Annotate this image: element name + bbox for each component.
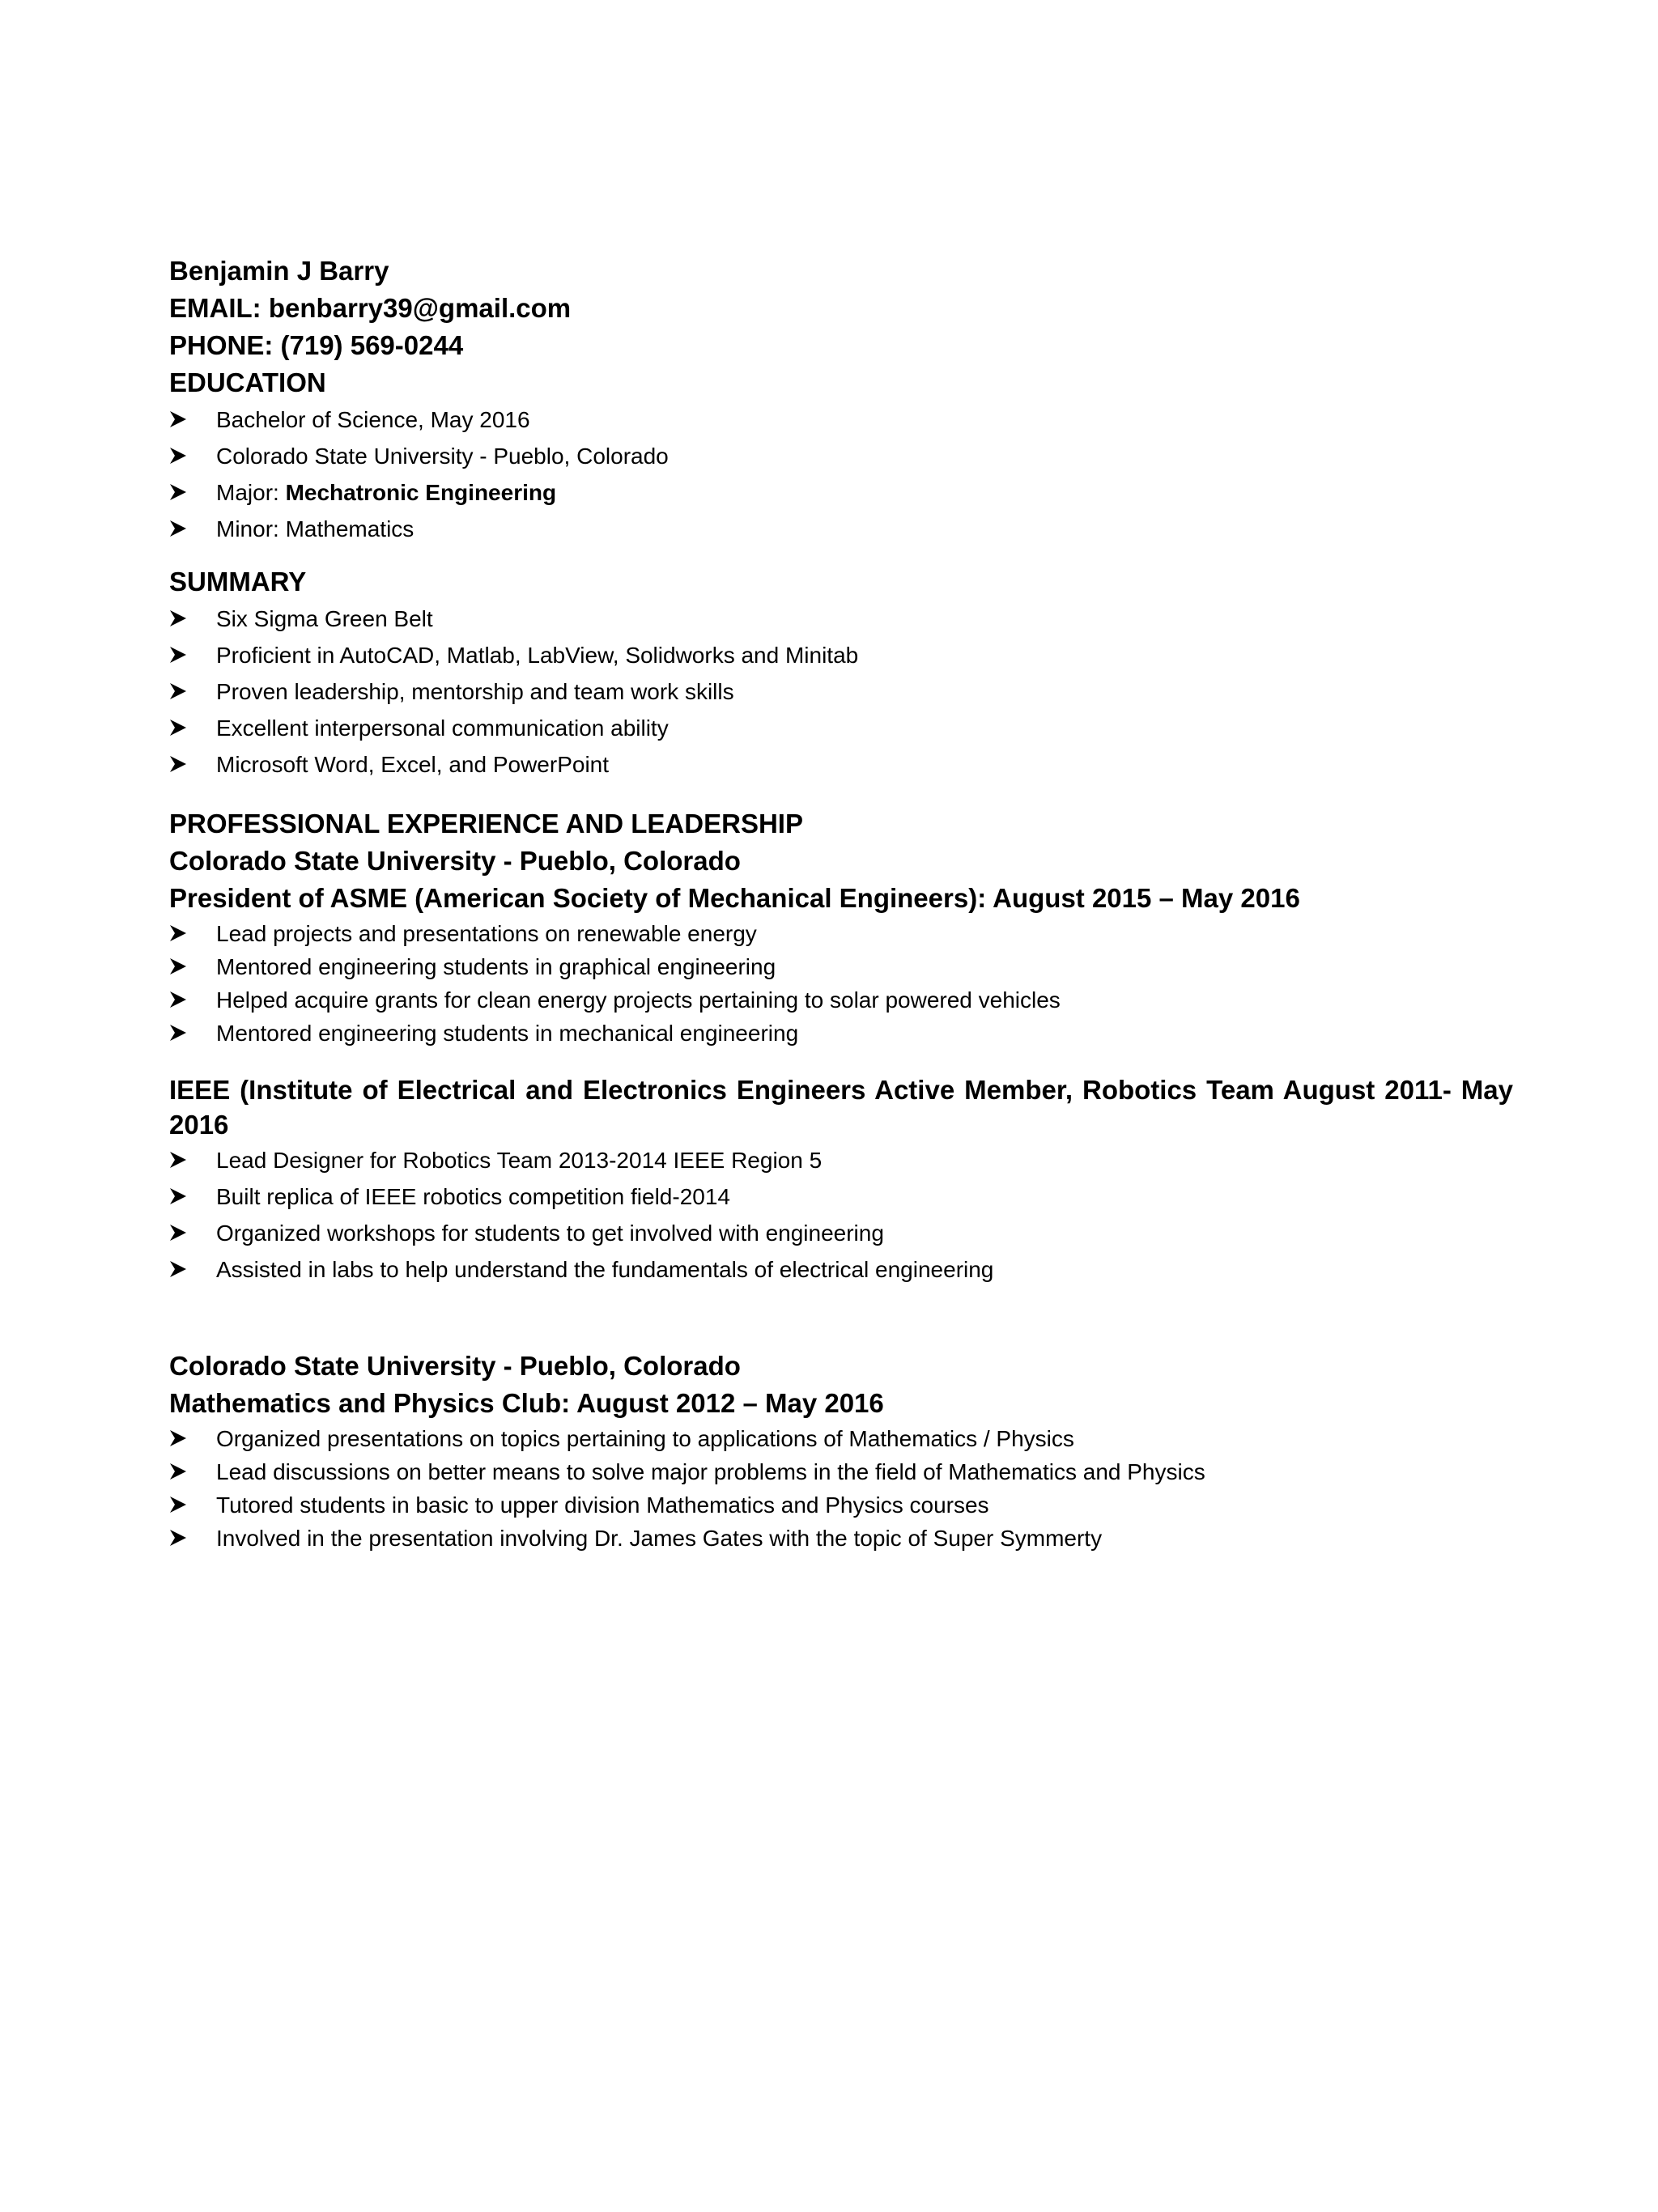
asme-item: Helped acquire grants for clean energy projects pertaining to solar powered vehicles	[216, 987, 1061, 1013]
list-item	[169, 1422, 1513, 1455]
candidate-name: Benjamin J Barry	[169, 256, 389, 286]
major-value: Mechatronic Engineering	[285, 480, 557, 505]
summary-item: Microsoft Word, Excel, and PowerPoint	[216, 752, 610, 777]
summary-heading: SUMMARY	[169, 567, 307, 597]
ieee-item: Organized workshops for students to get involved with engineering	[216, 1221, 884, 1246]
arrow-bullet-icon	[169, 637, 187, 673]
list-item	[169, 1178, 1513, 1215]
arrow-bullet-icon	[169, 474, 187, 511]
arrow-bullet-icon	[169, 601, 187, 637]
list-item	[169, 401, 1513, 438]
arrow-bullet-icon	[169, 673, 187, 710]
math-club-title: Mathematics and Physics Club: August 2012 – May 2016	[169, 1388, 884, 1418]
list-item	[169, 1251, 1513, 1288]
summary-item: Proficient in AutoCAD, Matlab, LabView, Solidworks and Minitab	[216, 643, 859, 668]
major-label: Major:	[216, 480, 286, 505]
phone-line: PHONE: (719) 569-0244	[169, 330, 464, 360]
resume-content	[169, 253, 1513, 1555]
list-item	[169, 601, 1513, 637]
experience-heading: PROFESSIONAL EXPERIENCE AND LEADERSHIP	[169, 809, 803, 839]
list-item	[169, 950, 1513, 983]
arrow-bullet-icon	[169, 917, 187, 950]
list-item	[169, 637, 1513, 673]
arrow-bullet-icon	[169, 438, 187, 474]
list-item	[169, 917, 1513, 950]
arrow-bullet-icon	[169, 983, 187, 1017]
education-degree: Bachelor of Science, May 2016	[216, 407, 530, 432]
list-item	[169, 746, 1513, 783]
arrow-bullet-icon	[169, 1251, 187, 1288]
list-item	[169, 1488, 1513, 1522]
math-club-item: Tutored students in basic to upper division Mathematics and Physics courses	[216, 1492, 989, 1518]
ieee-item: Lead Designer for Robotics Team 2013-2014 IEEE Region 5	[216, 1148, 823, 1173]
ieee-title: IEEE (Institute of Electrical and Electronics Engineers Active Member, Robotics Team August 2011- May 2016	[169, 1075, 1513, 1140]
arrow-bullet-icon	[169, 511, 187, 547]
asme-title: President of ASME (American Society of Mechanical Engineers): August 2015 – May 2016	[169, 883, 1300, 913]
ieee-item: Assisted in labs to help understand the fundamentals of electrical engineering	[216, 1257, 994, 1282]
arrow-bullet-icon	[169, 1017, 187, 1050]
asme-item: Mentored engineering students in graphical engineering	[216, 954, 776, 979]
list-item	[169, 1455, 1513, 1488]
ieee-item: Built replica of IEEE robotics competition field-2014	[216, 1184, 730, 1209]
education-heading: EDUCATION	[169, 367, 326, 397]
math-club-item: Involved in the presentation involving Dr. James Gates with the topic of Super Symmerty	[216, 1526, 1103, 1551]
arrow-bullet-icon	[169, 1215, 187, 1251]
list-item	[169, 1142, 1513, 1178]
list-item	[169, 511, 1513, 547]
arrow-bullet-icon	[169, 1142, 187, 1178]
arrow-bullet-icon	[169, 1178, 187, 1215]
minor-line: Minor: Mathematics	[216, 516, 414, 541]
list-item	[169, 474, 1513, 511]
summary-list	[169, 601, 1513, 783]
summary-item: Excellent interpersonal communication ability	[216, 715, 669, 741]
arrow-bullet-icon	[169, 950, 187, 983]
list-item	[169, 983, 1513, 1017]
list-item	[169, 1017, 1513, 1050]
asme-item: Mentored engineering students in mechanical engineering	[216, 1021, 799, 1046]
ieee-list	[169, 1142, 1513, 1288]
arrow-bullet-icon	[169, 1488, 187, 1522]
arrow-bullet-icon	[169, 710, 187, 746]
arrow-bullet-icon	[169, 1455, 187, 1488]
education-list	[169, 401, 1513, 547]
list-item	[169, 673, 1513, 710]
summary-item: Proven leadership, mentorship and team work skills	[216, 679, 734, 704]
asme-location: Colorado State University - Pueblo, Colorado	[169, 846, 741, 876]
math-club-location: Colorado State University - Pueblo, Colorado	[169, 1351, 741, 1381]
email-line: EMAIL: benbarry39@gmail.com	[169, 293, 572, 323]
asme-item: Lead projects and presentations on renewable energy	[216, 921, 757, 946]
arrow-bullet-icon	[169, 1422, 187, 1455]
arrow-bullet-icon	[169, 1522, 187, 1555]
math-club-item: Organized presentations on topics pertaining to applications of Mathematics / Physics	[216, 1426, 1074, 1451]
list-item	[169, 1215, 1513, 1251]
list-item	[169, 438, 1513, 474]
arrow-bullet-icon	[169, 746, 187, 783]
summary-item: Six Sigma Green Belt	[216, 606, 433, 631]
list-item	[169, 1522, 1513, 1555]
list-item	[169, 710, 1513, 746]
asme-list	[169, 917, 1513, 1050]
arrow-bullet-icon	[169, 401, 187, 438]
math-club-list	[169, 1422, 1513, 1555]
education-school: Colorado State University - Pueblo, Colorado	[216, 444, 669, 469]
math-club-item: Lead discussions on better means to solve major problems in the field of Mathematics and Physics	[216, 1459, 1205, 1484]
